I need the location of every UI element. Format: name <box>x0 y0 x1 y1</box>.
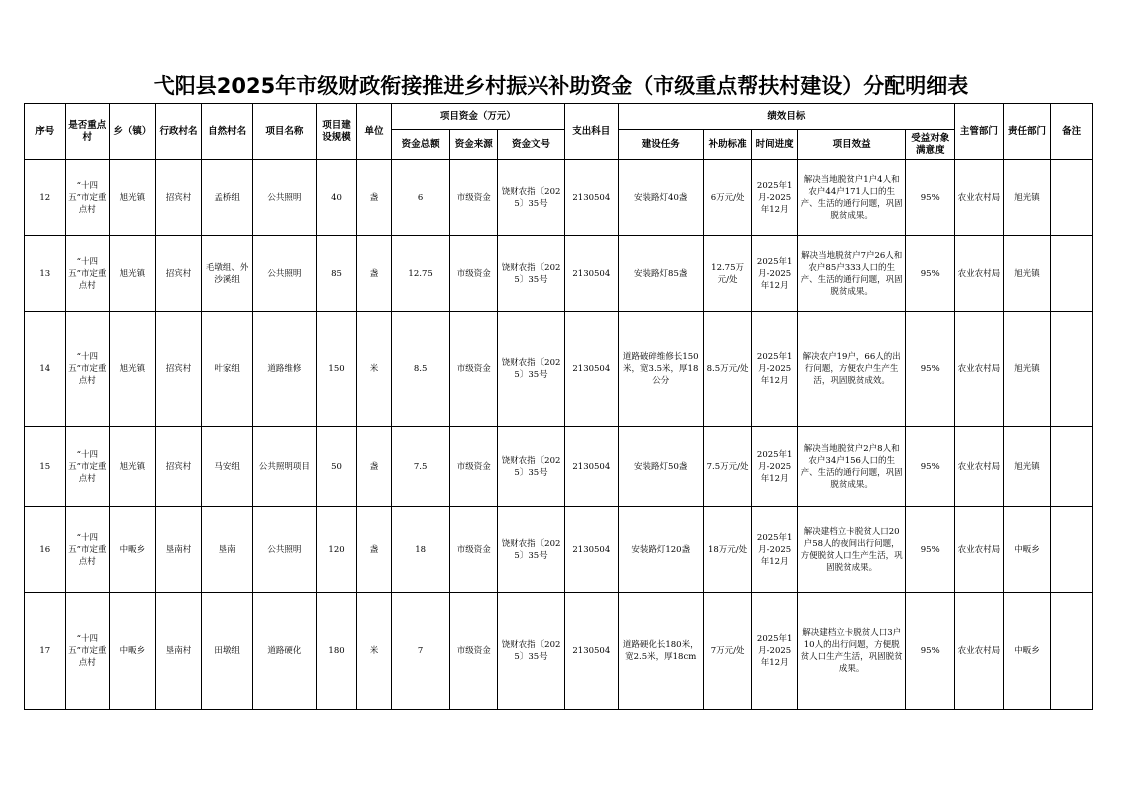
resp-cell: 中畈乡 <box>1003 593 1051 710</box>
schedule-cell: 2025年1月-2025年12月 <box>752 593 798 710</box>
schedule-cell: 2025年1月-2025年12月 <box>752 507 798 593</box>
task-cell: 安装路灯85盏 <box>618 236 703 312</box>
project-name-cell: 公共照明项目 <box>252 427 316 507</box>
unit-cell: 盏 <box>357 160 391 236</box>
natural-village-cell: 毛墩组、外沙溪组 <box>202 236 253 312</box>
resp-cell: 旭光镇 <box>1003 427 1051 507</box>
subject-cell: 2130504 <box>564 312 618 427</box>
town-cell: 旭光镇 <box>110 312 156 427</box>
total-cell: 6 <box>391 160 450 236</box>
dept-cell: 农业农村局 <box>955 593 1004 710</box>
scale-cell: 50 <box>316 427 357 507</box>
benefit-cell: 解决当地脱贫户2户8人和农户34户156人口的生产、生活的通行问题，巩固脱贫成果。 <box>797 427 905 507</box>
source-cell: 市级资金 <box>450 312 498 427</box>
standard-cell: 6万元/处 <box>703 160 752 236</box>
natural-village-cell: 垦南 <box>202 507 253 593</box>
town-cell: 旭光镇 <box>110 427 156 507</box>
benefit-cell: 解决当地脱贫户1户4人和农户44户171人口的生产、生活的通行问题，巩固脱贫成果。 <box>797 160 905 236</box>
benefit-cell: 解决农户19户，66人的出行问题，方便农户生产生活，巩固脱贫成效。 <box>797 312 905 427</box>
is-key-cell: “十四五”市定重点村 <box>65 236 110 312</box>
unit-cell: 米 <box>357 312 391 427</box>
header-funds-group: 项目资金（万元） <box>391 104 564 130</box>
remark-cell <box>1051 236 1093 312</box>
town-cell: 中畈乡 <box>110 507 156 593</box>
natural-village-cell: 叶家组 <box>202 312 253 427</box>
is-key-cell: “十四五”市定重点村 <box>65 507 110 593</box>
header-source: 资金来源 <box>450 130 498 160</box>
subject-cell: 2130504 <box>564 593 618 710</box>
resp-cell: 中畈乡 <box>1003 507 1051 593</box>
seq-cell: 13 <box>25 236 66 312</box>
table-row <box>25 507 1093 593</box>
project-name-cell: 公共照明 <box>252 236 316 312</box>
schedule-cell: 2025年1月-2025年12月 <box>752 312 798 427</box>
schedule-cell: 2025年1月-2025年12月 <box>752 236 798 312</box>
doc-no-cell: 饶财农指〔2025〕35号 <box>498 312 565 427</box>
header-scale: 项目建设规模 <box>316 104 357 160</box>
standard-cell: 7万元/处 <box>703 593 752 710</box>
header-satisfaction: 受益对象满意度 <box>906 130 955 160</box>
total-cell: 8.5 <box>391 312 450 427</box>
header-dept: 主管部门 <box>955 104 1004 160</box>
total-cell: 7.5 <box>391 427 450 507</box>
header-schedule: 时间进度 <box>752 130 798 160</box>
admin-village-cell: 招宾村 <box>155 312 202 427</box>
remark-cell <box>1051 312 1093 427</box>
subject-cell: 2130504 <box>564 427 618 507</box>
total-cell: 12.75 <box>391 236 450 312</box>
satisfaction-cell: 95% <box>906 312 955 427</box>
header-doc-no: 资金文号 <box>498 130 565 160</box>
header-natural-village: 自然村名 <box>202 104 253 160</box>
dept-cell: 农业农村局 <box>955 160 1004 236</box>
source-cell: 市级资金 <box>450 507 498 593</box>
header-task: 建设任务 <box>618 130 703 160</box>
natural-village-cell: 田墩组 <box>202 593 253 710</box>
standard-cell: 12.75万元/处 <box>703 236 752 312</box>
dept-cell: 农业农村局 <box>955 507 1004 593</box>
resp-cell: 旭光镇 <box>1003 236 1051 312</box>
admin-village-cell: 招宾村 <box>155 160 202 236</box>
doc-no-cell: 饶财农指〔2025〕35号 <box>498 593 565 710</box>
remark-cell <box>1051 427 1093 507</box>
doc-no-cell: 饶财农指〔2025〕35号 <box>498 427 565 507</box>
source-cell: 市级资金 <box>450 236 498 312</box>
is-key-cell: “十四五”市定重点村 <box>65 593 110 710</box>
table-row <box>25 312 1093 427</box>
unit-cell: 盏 <box>357 507 391 593</box>
satisfaction-cell: 95% <box>906 236 955 312</box>
admin-village-cell: 招宾村 <box>155 427 202 507</box>
remark-cell <box>1051 160 1093 236</box>
seq-cell: 12 <box>25 160 66 236</box>
header-project-name: 项目名称 <box>252 104 316 160</box>
satisfaction-cell: 95% <box>906 593 955 710</box>
source-cell: 市级资金 <box>450 160 498 236</box>
header-total: 资金总额 <box>391 130 450 160</box>
project-name-cell: 公共照明 <box>252 160 316 236</box>
natural-village-cell: 孟桥组 <box>202 160 253 236</box>
satisfaction-cell: 95% <box>906 427 955 507</box>
dept-cell: 农业农村局 <box>955 236 1004 312</box>
task-cell: 安装路灯50盏 <box>618 427 703 507</box>
source-cell: 市级资金 <box>450 593 498 710</box>
table-row <box>25 236 1093 312</box>
subject-cell: 2130504 <box>564 236 618 312</box>
is-key-cell: “十四五”市定重点村 <box>65 312 110 427</box>
total-cell: 18 <box>391 507 450 593</box>
scale-cell: 120 <box>316 507 357 593</box>
subject-cell: 2130504 <box>564 507 618 593</box>
scale-cell: 40 <box>316 160 357 236</box>
doc-no-cell: 饶财农指〔2025〕35号 <box>498 160 565 236</box>
header-is-key: 是否重点村 <box>65 104 110 160</box>
resp-cell: 旭光镇 <box>1003 160 1051 236</box>
header-standard: 补助标准 <box>703 130 752 160</box>
source-cell: 市级资金 <box>450 427 498 507</box>
remark-cell <box>1051 507 1093 593</box>
unit-cell: 米 <box>357 593 391 710</box>
header-town: 乡（镇） <box>110 104 156 160</box>
table-row <box>25 427 1093 507</box>
project-name-cell: 公共照明 <box>252 507 316 593</box>
seq-cell: 17 <box>25 593 66 710</box>
admin-village-cell: 垦南村 <box>155 593 202 710</box>
table-row <box>25 593 1093 710</box>
admin-village-cell: 垦南村 <box>155 507 202 593</box>
scale-cell: 85 <box>316 236 357 312</box>
header-admin-village: 行政村名 <box>155 104 202 160</box>
town-cell: 旭光镇 <box>110 160 156 236</box>
benefit-cell: 解决建档立卡脱贫人口3户10人的出行问题，方便脱贫人口生产生活，巩固脱贫成果。 <box>797 593 905 710</box>
table-row <box>25 160 1093 236</box>
task-cell: 道路硬化长180米，宽2.5米，厚18cm <box>618 593 703 710</box>
standard-cell: 18万元/处 <box>703 507 752 593</box>
task-cell: 安装路灯120盏 <box>618 507 703 593</box>
schedule-cell: 2025年1月-2025年12月 <box>752 160 798 236</box>
seq-cell: 16 <box>25 507 66 593</box>
remark-cell <box>1051 593 1093 710</box>
is-key-cell: “十四五”市定重点村 <box>65 427 110 507</box>
admin-village-cell: 招宾村 <box>155 236 202 312</box>
unit-cell: 盏 <box>357 427 391 507</box>
page-title: 弋阳县2025年市级财政衔接推进乡村振兴补助资金（市级重点帮扶村建设）分配明细表 <box>153 74 969 98</box>
task-cell: 安装路灯40盏 <box>618 160 703 236</box>
task-cell: 道路破碎维修长150米，宽3.5米，厚18公分 <box>618 312 703 427</box>
seq-cell: 14 <box>25 312 66 427</box>
project-name-cell: 道路硬化 <box>252 593 316 710</box>
standard-cell: 8.5万元/处 <box>703 312 752 427</box>
scale-cell: 180 <box>316 593 357 710</box>
header-resp: 责任部门 <box>1003 104 1051 160</box>
town-cell: 旭光镇 <box>110 236 156 312</box>
header-unit: 单位 <box>357 104 391 160</box>
satisfaction-cell: 95% <box>906 507 955 593</box>
natural-village-cell: 马安组 <box>202 427 253 507</box>
seq-cell: 15 <box>25 427 66 507</box>
doc-no-cell: 饶财农指〔2025〕35号 <box>498 236 565 312</box>
header-subject: 支出科目 <box>564 104 618 160</box>
header-seq: 序号 <box>25 104 66 160</box>
schedule-cell: 2025年1月-2025年12月 <box>752 427 798 507</box>
town-cell: 中畈乡 <box>110 593 156 710</box>
resp-cell: 旭光镇 <box>1003 312 1051 427</box>
header-remark: 备注 <box>1051 104 1093 160</box>
standard-cell: 7.5万元/处 <box>703 427 752 507</box>
project-name-cell: 道路维修 <box>252 312 316 427</box>
header-goals-group: 绩效目标 <box>618 104 954 130</box>
satisfaction-cell: 95% <box>906 160 955 236</box>
total-cell: 7 <box>391 593 450 710</box>
unit-cell: 盏 <box>357 236 391 312</box>
scale-cell: 150 <box>316 312 357 427</box>
dept-cell: 农业农村局 <box>955 312 1004 427</box>
subject-cell: 2130504 <box>564 160 618 236</box>
dept-cell: 农业农村局 <box>955 427 1004 507</box>
benefit-cell: 解决当地脱贫户7户26人和农户85户333人口的生产、生活的通行问题，巩固脱贫成果。 <box>797 236 905 312</box>
allocation-table <box>24 103 1093 710</box>
header-benefit: 项目效益 <box>797 130 905 160</box>
benefit-cell: 解决建档立卡脱贫人口20户58人的夜间出行问题，方便脱贫人口生产生活，巩固脱贫成果。 <box>797 507 905 593</box>
doc-no-cell: 饶财农指〔2025〕35号 <box>498 507 565 593</box>
is-key-cell: “十四五”市定重点村 <box>65 160 110 236</box>
